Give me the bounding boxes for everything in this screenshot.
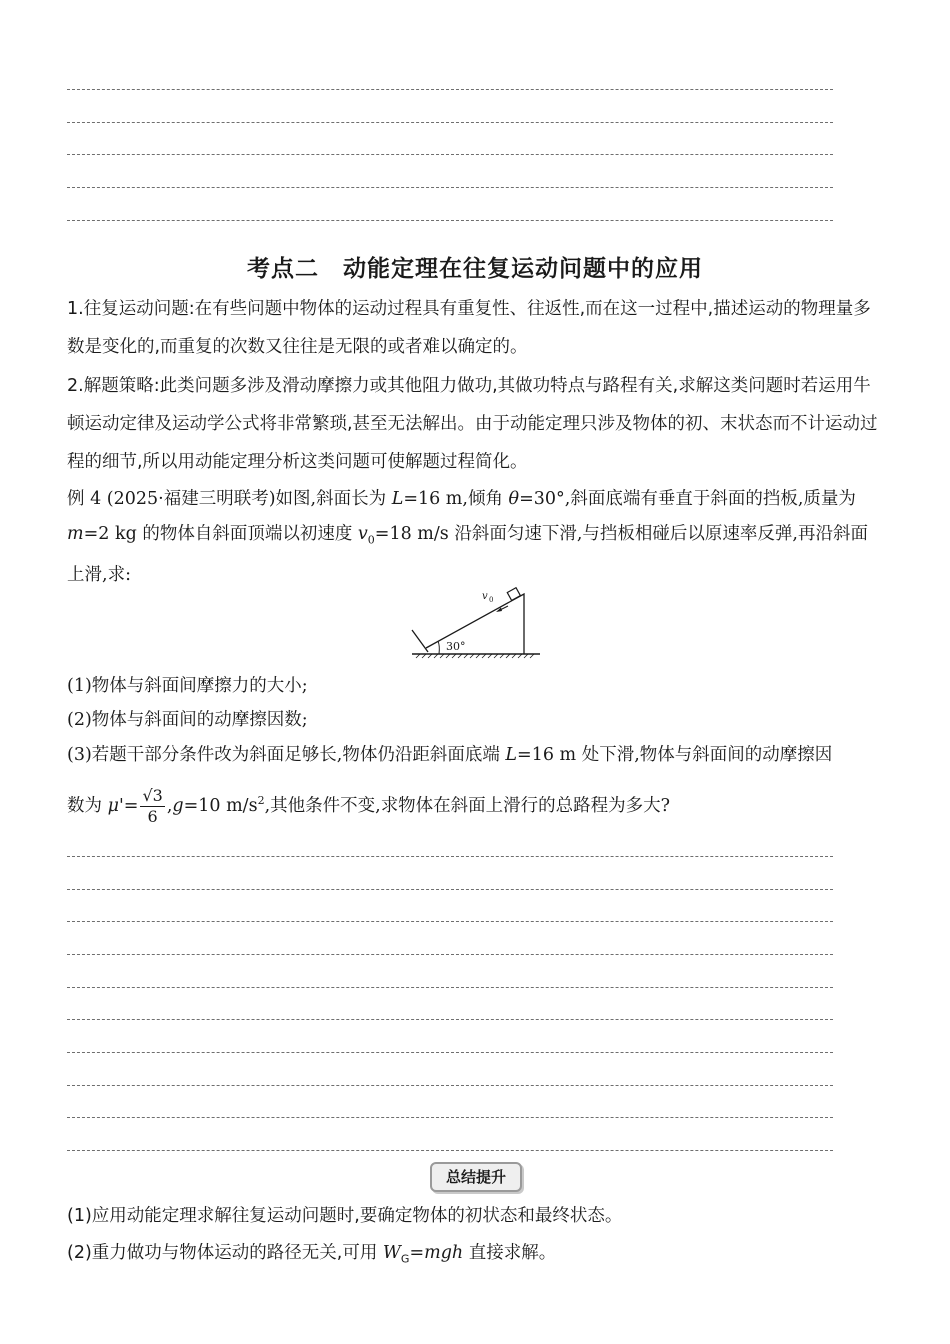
- block: [507, 588, 520, 601]
- superscript: 2: [257, 794, 265, 807]
- answer-line: [67, 889, 833, 890]
- example-text: =2 kg 的物体自斜面顶端以初速度: [83, 524, 358, 544]
- symbol-m: m: [67, 524, 84, 544]
- symbol-mgh: mgh: [424, 1243, 464, 1263]
- question-text: '=: [118, 795, 139, 816]
- question-text: =10 m/s: [183, 795, 258, 816]
- answer-line: [67, 856, 833, 857]
- example-label: 例 4: [67, 489, 102, 509]
- answer-line: [67, 89, 833, 90]
- angle-label: 30°: [446, 640, 466, 653]
- question-2: (2)物体与斜面间的动摩擦因数;: [67, 710, 308, 730]
- question-text: 数为: [67, 795, 108, 816]
- fraction-numerator: √3: [142, 785, 163, 805]
- summary-text: 直接求解。: [463, 1243, 557, 1263]
- summary-1: (1)应用动能定理求解往复运动问题时,要确定物体的初状态和最终状态。: [67, 1206, 623, 1226]
- answer-line: [67, 1052, 833, 1053]
- answer-line: [67, 954, 833, 955]
- answer-line: [67, 1150, 833, 1151]
- symbol-g: g: [172, 795, 184, 816]
- summary-text: (2)重力做功与物体运动的路径无关,可用: [67, 1243, 383, 1263]
- example-text: =30°,斜面底端有垂直于斜面的挡板,质量为: [519, 489, 856, 509]
- example-text: =16 m,倾角: [403, 489, 509, 509]
- symbol-L: L: [391, 489, 404, 509]
- angle-arc: [438, 641, 439, 654]
- symbol-mu: μ: [107, 795, 119, 816]
- question-text: ,其他条件不变,求物体在斜面上滑行的总路程为多大?: [264, 795, 671, 816]
- symbol-theta: θ: [508, 489, 520, 509]
- velocity-label: v: [482, 591, 488, 602]
- answer-line: [67, 154, 833, 155]
- answer-line: [67, 1085, 833, 1086]
- question-1: (1)物体与斜面间摩擦力的大小;: [67, 676, 308, 696]
- point-2: 2.解题策略:此类问题多涉及滑动摩擦力或其他阻力做功,其做功特点与路程有关,求解这类问题时若运用牛顿运动定律及运动学公式将非常繁琐,甚至无法解出。由于动能定理只涉及物体的初、末状态而不计运动过程的细节,所以用动能定理分析这类问题可使解题过程简化。: [67, 376, 878, 472]
- point-1: 1.往复运动问题:在有些问题中物体的运动过程具有重复性、往返性,而在这一过程中,描述运动的物理量多数是变化的,而重复的次数又往往是无限的或者难以确定的。: [67, 299, 871, 357]
- incline-surface: [426, 594, 524, 654]
- answer-line: [67, 921, 833, 922]
- answer-line: [67, 122, 833, 123]
- summary-2: [67, 1238, 882, 1275]
- velocity-subscript: 0: [489, 596, 494, 604]
- answer-line: [67, 1019, 833, 1020]
- symbol-v-subscript: 0: [367, 533, 375, 547]
- question-3-line-2: [67, 781, 882, 827]
- answer-line: [67, 220, 833, 221]
- example-4: [67, 482, 882, 593]
- symbol-L: L: [505, 745, 518, 765]
- question-text: (3)若题干部分条件改为斜面足够长,物体仍沿距斜面底端: [67, 745, 506, 765]
- example-text: =18 m/s 沿斜面匀速下滑,与挡板相碰后以原速率反弹,再沿斜面上滑,求:: [67, 524, 868, 585]
- question-3-line-1: [67, 740, 882, 770]
- symbol-v: v: [357, 524, 368, 544]
- barrier-plate: [412, 630, 428, 652]
- example-text: 如图,斜面长为: [275, 489, 392, 509]
- answer-line: [67, 987, 833, 988]
- incline-figure: [404, 584, 544, 660]
- fraction-denominator: 6: [147, 806, 158, 826]
- section-heading: 考点二 动能定理在往复运动问题中的应用: [247, 256, 703, 282]
- example-source: (2025·福建三明联考): [106, 489, 276, 509]
- symbol-W-subscript: G: [400, 1252, 410, 1266]
- summary-badge: 总结提升: [430, 1162, 522, 1192]
- answer-line: [67, 1117, 833, 1118]
- fraction: [140, 786, 164, 827]
- answer-line: [67, 187, 833, 188]
- question-text: =16 m 处下滑,物体与斜面间的动摩擦因: [517, 745, 833, 765]
- symbol-W: W: [382, 1243, 401, 1263]
- summary-text: =: [409, 1243, 425, 1263]
- question-text: ,: [166, 795, 173, 816]
